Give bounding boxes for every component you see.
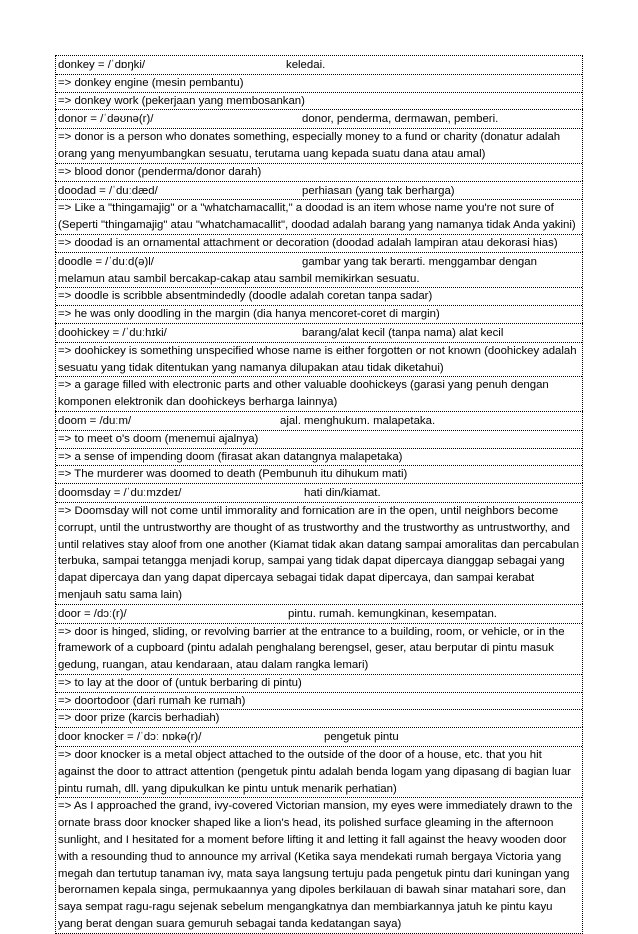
- meaning: hati din/kiamat.: [304, 487, 381, 500]
- meaning: pintu. rumah. kemungkinan, kesempatan.: [288, 607, 497, 620]
- entry-donkey: [55, 55, 583, 109]
- entry-doomsday: [55, 483, 583, 604]
- example-line: => doodle is scribble absentmindedly (doodle adalah coretan tanpa sadar): [56, 287, 582, 305]
- example-line: => a sense of impending doom (firasat akan datangnya malapetaka): [56, 448, 582, 466]
- example-line: => doodad is an ornamental attachment or decoration (doodad adalah lampiran atau dekorasi hias): [56, 234, 582, 252]
- headword: doom = /duːm/: [58, 414, 132, 427]
- entry-head: [58, 254, 580, 288]
- headword: donkey = /ˈdɒŋki/: [58, 59, 146, 71]
- example-line: => As I approached the grand, ivy-covered Victorian mansion, my eyes were immediately drawn to the ornate brass door knocker shaped like a lion's head, its polished surface gleaming in the afternoon sunlight, and I hesitated for a moment before lifting it and letting it fall against the heavy wooden door with a resounding thud to announce my arrival (Ketika saya mendekati rumah bergaya Victoria yang megah dan tertutup tanaman ivy, mata saya langsung tertuju pada pengetuk pintu dari kuningan yang berornamen kepala singa, permukaannya yang dipoles berkilauan di bawah sinar matahari sore, dan saya sempat ragu-ragu sejenak sebelum mengangkatnya dan membiarkannya jatuh ke pintu kayu yang berat dengan suara gemuruh sebagai tanda kedatangan saya): [56, 797, 582, 932]
- meaning: pengetuk pintu: [324, 731, 399, 744]
- entry-head: [58, 729, 580, 746]
- example-line: => doortodoor (dari rumah ke rumah): [56, 692, 582, 710]
- example-line: => Doomsday will not come until immorality and fornication are in the open, until neighbors become corrupt, until the untrustworthy are thought of as trustworthy and the trustworthy as untrustworthy, and until relatives stay aloof from one another (Kiamat tidak akan datang sampai amoralitas dan percabulan terbuka, sampai tetangga menjadi korup, sampai yang tidak dapat dipercaya dianggap sebagai yang dapat dipercaya dan yang dapat dipercaya sebagai tidak dapat dipercaya, dan sampai kerabat menjauh satu sama lain): [56, 502, 582, 604]
- vocabulary-sheet: [55, 55, 583, 934]
- meaning: keledai.: [286, 59, 326, 71]
- entry-head: [58, 413, 580, 430]
- example-line: => donkey work (pekerjaan yang membosankan): [56, 92, 582, 110]
- entry-donor: [55, 109, 583, 180]
- headword: donor = /ˈdəʊnə(r)/: [58, 113, 154, 126]
- headword: door knocker = /ˈdɔː nɒkə(r)/: [58, 731, 202, 744]
- example-line: => Like a "thingamajig" or a "whatchamacallit," a doodad is an item whose name you're not sure of (Seperti "thingamajig" atau "whatchamacallit", doodad adalah barang yang namanya tidak Anda yakini): [56, 199, 582, 234]
- meaning: donor, penderma, dermawan, pemberi.: [302, 113, 499, 126]
- meaning: ajal. menghukum. malapetaka.: [280, 414, 436, 427]
- headword: door = /dɔː(r)/: [58, 607, 127, 620]
- example-line: => doohickey is something unspecified whose name is either forgotten or not known (doohickey adalah sesuatu yang tidak ditentukan yang namanya dilupakan atau tidak diketahui): [56, 342, 582, 377]
- entry-head: [58, 57, 580, 74]
- meaning: barang/alat kecil (tanpa nama) alat kecil: [302, 326, 504, 339]
- entry-doodle: [55, 252, 583, 323]
- headword: doomsday = /ˈduːmzdeɪ/: [58, 487, 182, 500]
- meaning: gambar yang tak berarti. menggambar dengan melamun atau sambil bercakap-cakap atau sambil memikirkan sesuatu.: [58, 255, 537, 285]
- example-line: => donkey engine (mesin pembantu): [56, 74, 582, 92]
- entry-doohickey: [55, 323, 583, 411]
- example-line: => to lay at the door of (untuk berbaring di pintu): [56, 674, 582, 692]
- example-line: => a garage filled with electronic parts and other valuable doohickeys (garasi yang penuh dengan komponen elektronik dan doohickeys berharga lainnya): [56, 376, 582, 411]
- entry-head: [58, 325, 580, 342]
- example-line: => blood donor (penderma/donor darah): [56, 163, 582, 181]
- entry-head: [58, 606, 580, 623]
- entry-doodad: [55, 181, 583, 252]
- example-line: => donor is a person who donates something, especially money to a fund or charity (donatur adalah orang yang menyumbangkan sesuatu, terutama uang kepada suatu dana atau amal): [56, 128, 582, 163]
- headword: doodle = /ˈduːd(ə)l/: [58, 255, 154, 268]
- entry-head: [58, 111, 580, 128]
- headword: doohickey = /ˈduːhɪki/: [58, 326, 167, 339]
- meaning: perhiasan (yang tak berharga): [302, 184, 455, 197]
- entry-door: [55, 604, 583, 728]
- entry-doom: [55, 411, 583, 483]
- example-line: => door prize (karcis berhadiah): [56, 709, 582, 727]
- example-line: => door knocker is a metal object attached to the outside of the door of a house, etc. that you hit against the door to attract attention (pengetuk pintu adalah benda logam yang dipasang di bagian luar pintu rumah, dll. yang dipukulkan ke pintu untuk menarik perhatian): [56, 746, 582, 797]
- entry-head: [58, 183, 580, 200]
- headword: doodad = /ˈduːdæd/: [58, 184, 158, 197]
- example-line: => The murderer was doomed to death (Pembunuh itu dihukum mati): [56, 465, 582, 483]
- example-line: => he was only doodling in the margin (dia hanya mencoret-coret di margin): [56, 305, 582, 323]
- example-line: => to meet o's doom (menemui ajalnya): [56, 430, 582, 448]
- example-line: => door is hinged, sliding, or revolving barrier at the entrance to a building, room, or vehicle, or in the framework of a cupboard (pintu adalah penghalang berengsel, geser, atau berputar di pintu masuk gedung, ruangan, atau kendaraan, atau dalam rangka lemari): [56, 623, 582, 674]
- entry-head: [58, 485, 580, 502]
